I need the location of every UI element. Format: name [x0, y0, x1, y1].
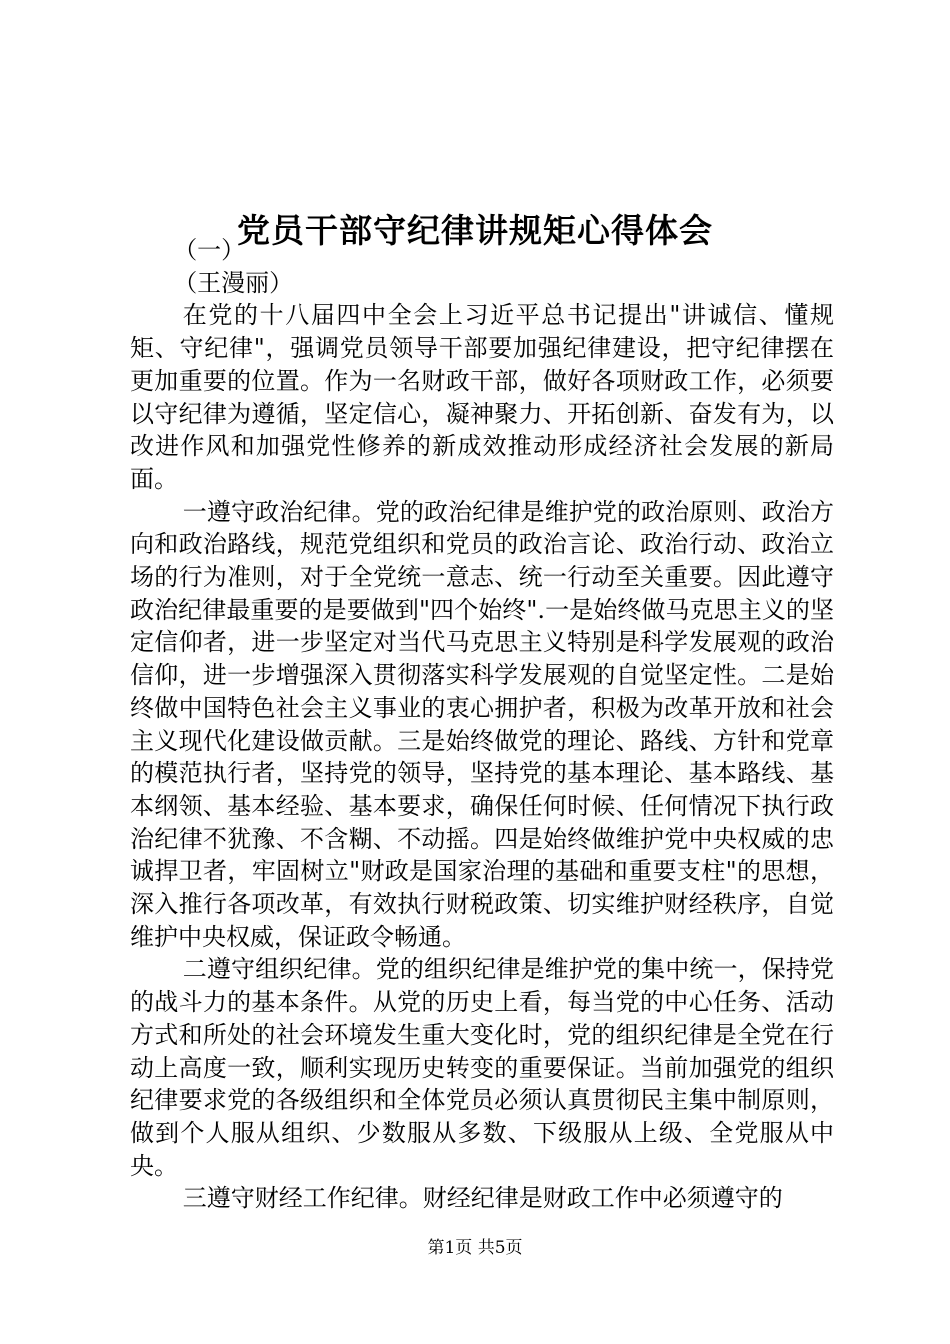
- document-body: [130, 234, 834, 1215]
- page-footer: 第1页 共5页: [427, 1238, 523, 1258]
- paragraph-financial-discipline: 三遵守财经工作纪律。财经纪律是财政工作中必须遵守的: [182, 1184, 783, 1213]
- section-number: （一）: [173, 236, 246, 264]
- paragraph-intro: 在党的十八届四中全会上习近平总书记提出"讲诚信、懂规矩、守纪律"，强调党员领导干部要加强纪律建设，把守纪律摆在更加重要的位置。作为一名财政干部，做好各项财政工作，必须要以守纪律为遵循，坚定信心，凝神聚力、开拓创新、奋发有为，以改进作风和加强党性修养的新成效推动形成经济社会发展的新局面。: [130, 301, 834, 493]
- paragraph-political-discipline: 一遵守政治纪律。党的政治纪律是维护党的政治原则、政治方向和政治路线，规范党组织和党员的政治言论、政治行动、政治立场的行为准则，对于全党统一意志、统一行动至关重要。因此遵守政治纪律最重要的是要做到"四个始终".一是始终做马克思主义的坚定信仰者，进一步坚定对当代马克思主义特别是科学发展观的政治信仰，进一步增强深入贯彻落实科学发展观的自觉坚定性。二是始终做中国特色社会主义事业的衷心拥护者，积极为改革开放和社会主义现代化建设做贡献。三是始终做党的理论、路线、方针和党章的模范执行者，坚持党的领导，坚持党的基本理论、基本路线、基本纲领、基本经验、基本要求，确保任何时候、任何情况下执行政治纪律不犹豫、不含糊、不动摇。四是始终做维护党中央权威的忠诚捍卫者，牢固树立"财政是国家治理的基础和重要支柱"的思想，深入推行各项改革，有效执行财税政策、切实维护财经秩序，自觉维护中央权威，保证政令畅通。: [130, 497, 834, 951]
- document-title: 党员干部守纪律讲规矩心得体会: [237, 211, 713, 251]
- author-line: （王漫丽）: [173, 268, 294, 297]
- paragraph-organizational-discipline: 二遵守组织纪律。党的组织纪律是维护党的集中统一，保持党的战斗力的基本条件。从党的历史上看，每当党的中心任务、活动方式和所处的社会环境发生重大变化时，党的组织纪律是全党在行动上高度一致，顺利实现历史转变的重要保证。当前加强党的组织纪律要求党的各级组织和全体党员必须认真贯彻民主集中制原则，做到个人服从组织、少数服从多数、下级服从上级、全党服从中央。: [130, 955, 834, 1180]
